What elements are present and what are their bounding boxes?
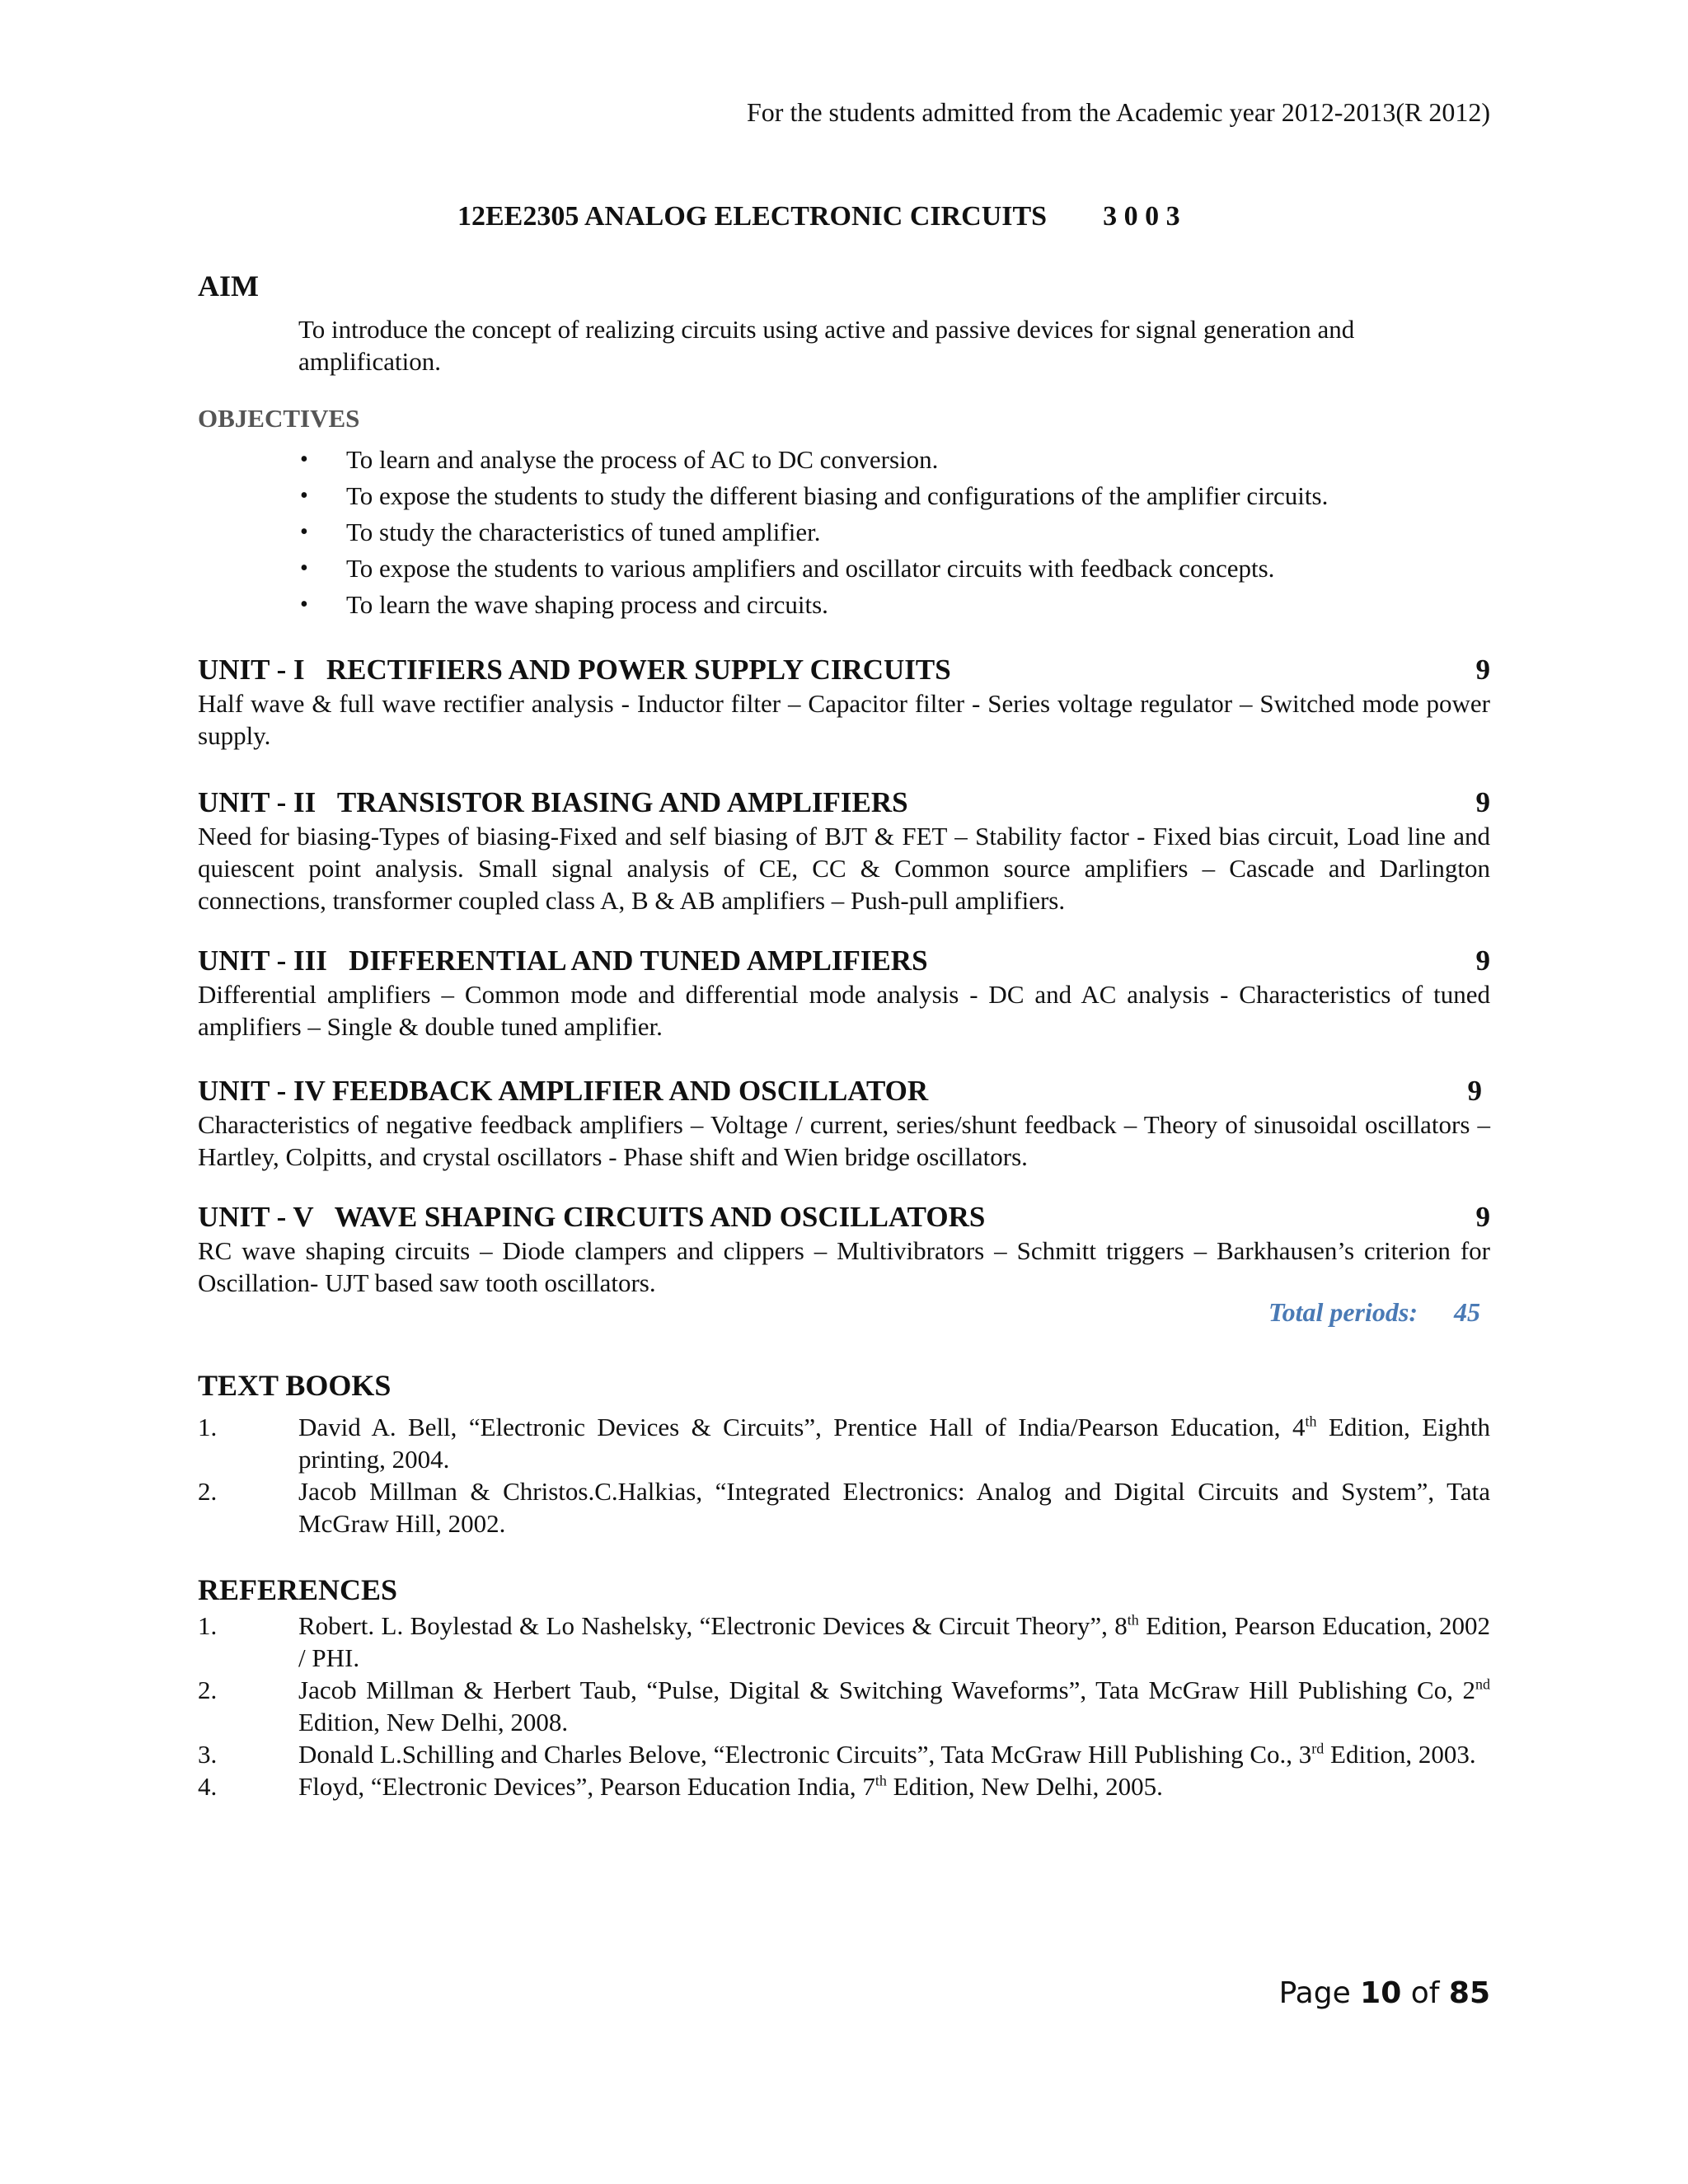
- unit-body: Half wave & full wave rectifier analysis - Inductor filter – Capacitor filter - Series voltage regulator – Switched mode power supply.: [198, 689, 1490, 750]
- item-number: 1.: [198, 1611, 218, 1640]
- reference-item: [198, 1610, 1490, 1674]
- unit-5: [198, 1200, 1490, 1299]
- objective-item: [300, 514, 1490, 551]
- text-book-item: [198, 1475, 1490, 1540]
- unit-body: RC wave shaping circuits – Diode clampers and clippers – Multivibrators – Schmitt triggers – Barkhausen’s criterion for Oscillation- UJT based saw tooth oscillators.: [198, 1236, 1490, 1297]
- reference-item: [198, 1770, 1490, 1802]
- unit-heading: [198, 785, 1490, 820]
- total-pages: 85: [1448, 1976, 1490, 2010]
- page-footer: [1279, 1976, 1490, 2010]
- unit-3: [198, 944, 1490, 1043]
- objective-item: [300, 551, 1490, 587]
- unit-heading: [198, 1200, 1490, 1235]
- references-heading: REFERENCES: [198, 1573, 398, 1606]
- unit-title: UNIT - I RECTIFIERS AND POWER SUPPLY CIRCUITS: [198, 654, 951, 686]
- objectives-heading: OBJECTIVES: [198, 404, 360, 433]
- objectives-list: [300, 442, 1490, 623]
- unit-body: Differential amplifiers – Common mode and differential mode analysis - DC and AC analysis - Characteristics of tuned amplifiers – Single & double tuned amplifier.: [198, 980, 1490, 1041]
- item-sup: rd: [1311, 1740, 1325, 1757]
- objective-text: To expose the students to various amplifiers and oscillator circuits with feedback concepts.: [346, 554, 1275, 583]
- unit-title: UNIT - IV FEEDBACK AMPLIFIER AND OSCILLATOR: [198, 1075, 929, 1107]
- bullet-icon: •: [300, 483, 308, 509]
- unit-title: UNIT - III DIFFERENTIAL AND TUNED AMPLIFIERS: [198, 944, 928, 977]
- unit-title: UNIT - V WAVE SHAPING CIRCUITS AND OSCILLATORS: [198, 1201, 986, 1233]
- total-periods-value: 45: [1454, 1297, 1480, 1327]
- item-sup: th: [874, 1772, 887, 1789]
- item-sup: th: [1305, 1413, 1317, 1430]
- unit-hours: 9: [1467, 1075, 1482, 1107]
- unit-title: UNIT - II TRANSISTOR BIASING AND AMPLIFIERS: [198, 786, 908, 818]
- course-code-title: 12EE2305 ANALOG ELECTRONIC CIRCUITS: [457, 201, 1048, 232]
- unit-heading: [198, 944, 1490, 978]
- unit-4: [198, 1074, 1490, 1173]
- total-periods: [198, 1297, 1480, 1328]
- unit-heading: [198, 1074, 1490, 1108]
- unit-2: [198, 785, 1490, 916]
- references-list: [198, 1610, 1490, 1802]
- unit-hours: 9: [1475, 654, 1490, 686]
- unit-hours: 9: [1475, 1201, 1490, 1233]
- item-text: Jacob Millman & Christos.C.Halkias, “Integrated Electronics: Analog and Digital Circuits and System”, Tata McGraw Hill, 2002.: [298, 1477, 1490, 1538]
- course-credits: 3 0 0 3: [1103, 201, 1180, 232]
- of-label: of: [1410, 1976, 1440, 2010]
- objective-item: [300, 478, 1490, 514]
- bullet-icon: •: [300, 447, 308, 472]
- page-label: Page: [1278, 1976, 1351, 2010]
- aim-heading: AIM: [198, 269, 259, 302]
- text-books-list: [198, 1411, 1490, 1540]
- unit-body: Characteristics of negative feedback amplifiers – Voltage / current, series/shunt feedback – Theory of sinusoidal oscillators – Hartley, Colpitts, and crystal oscillators - Phase shift and Wien bridge oscillators.: [198, 1110, 1490, 1171]
- aim-text: To introduce the concept of realizing circuits using active and passive devices for signal generation and amplification.: [298, 315, 1355, 376]
- objective-item: [300, 587, 1490, 623]
- unit-hours: 9: [1475, 786, 1490, 818]
- unit-heading: [198, 653, 1490, 687]
- reference-item: [198, 1674, 1490, 1738]
- bullet-icon: •: [300, 592, 308, 617]
- page-number: 10: [1360, 1976, 1402, 2010]
- header-note: For the students admitted from the Academic year 2012-2013(R 2012): [746, 97, 1490, 127]
- bullet-icon: •: [300, 555, 308, 581]
- bullet-icon: •: [300, 519, 308, 545]
- item-text: David A. Bell, “Electronic Devices & Circuits”, Prentice Hall of India/Pearson Education, 4: [298, 1413, 1306, 1441]
- text-book-item: [198, 1411, 1490, 1475]
- item-text: Robert. L. Boylestad & Lo Nashelsky, “Electronic Devices & Circuit Theory”, 8: [298, 1611, 1128, 1640]
- objective-text: To study the characteristics of tuned amplifier.: [346, 518, 821, 546]
- item-text: Floyd, “Electronic Devices”, Pearson Education India, 7: [298, 1772, 875, 1801]
- item-text-end: Edition, Eighth printing, 2004.: [298, 1413, 1490, 1474]
- item-text-end: Edition, New Delhi, 2005.: [886, 1772, 1163, 1801]
- item-number: 3.: [198, 1740, 218, 1769]
- unit-1: [198, 653, 1490, 752]
- item-text: Jacob Millman & Herbert Taub, “Pulse, Digital & Switching Waveforms”, Tata McGraw Hill Publishing Co, 2: [298, 1675, 1475, 1704]
- objective-item: [300, 442, 1490, 478]
- item-text: Donald L.Schilling and Charles Belove, “Electronic Circuits”, Tata McGraw Hill Publishing Co., 3: [298, 1740, 1312, 1769]
- objective-text: To learn and analyse the process of AC to DC conversion.: [346, 445, 939, 474]
- unit-hours: 9: [1475, 944, 1490, 977]
- objective-text: To learn the wave shaping process and circuits.: [346, 590, 828, 619]
- item-text-end: Edition, Pearson Education, 2002 / PHI.: [298, 1611, 1490, 1672]
- total-periods-label: Total periods:: [1268, 1297, 1418, 1327]
- item-number: 4.: [198, 1772, 218, 1801]
- item-text-end: Edition, 2003.: [1324, 1740, 1476, 1769]
- item-number: 2.: [198, 1477, 218, 1506]
- text-books-heading: TEXT BOOKS: [198, 1369, 392, 1402]
- item-sup: nd: [1475, 1675, 1490, 1693]
- item-number: 2.: [198, 1675, 218, 1704]
- reference-item: [198, 1738, 1490, 1770]
- item-number: 1.: [198, 1413, 218, 1441]
- item-sup: th: [1127, 1611, 1139, 1629]
- objective-text: To expose the students to study the different biasing and configurations of the amplifier circuits.: [346, 481, 1329, 510]
- course-title: [457, 201, 1180, 232]
- item-text-end: Edition, New Delhi, 2008.: [298, 1708, 569, 1736]
- unit-body: Need for biasing-Types of biasing-Fixed and self biasing of BJT & FET – Stability factor - Fixed bias circuit, Load line and quiescent point analysis. Small signal analysis of CE, CC & Common source amplifiers – Cascade and Darlington connections, transformer coupled class A, B & AB amplifiers – Push-pull amplifiers.: [198, 822, 1490, 915]
